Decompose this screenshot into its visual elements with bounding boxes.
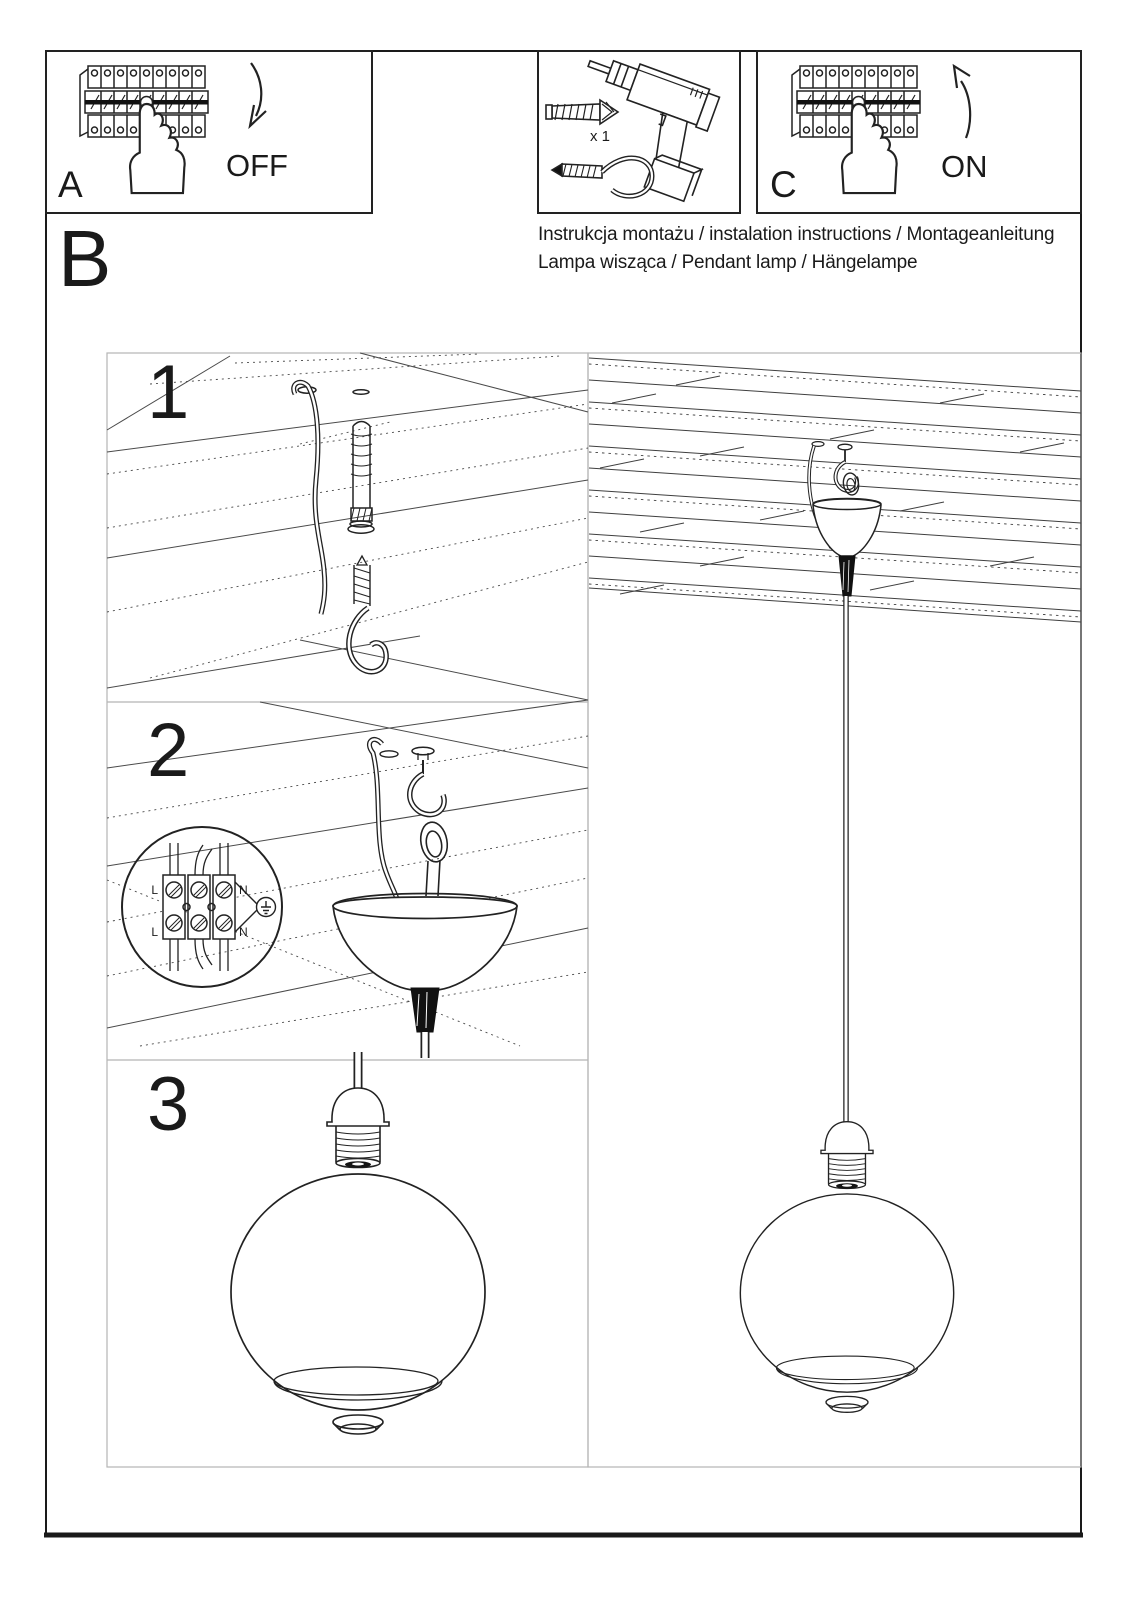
drill-icon [556,48,728,204]
hanging-loop [418,820,451,896]
terminal-label-neutral-top: N [239,883,248,897]
step3-number: 3 [147,1062,190,1147]
box-c-state: ON [941,149,988,184]
step2-panel [107,700,588,1058]
arrow-up-icon [954,66,970,138]
step3-panel [147,1052,485,1434]
pointing-hand-icon [130,104,185,193]
box-a-label: A [58,164,83,205]
hook-screw-icon [552,158,652,196]
ceiling-canopy [813,499,881,557]
tools-box [538,48,740,213]
pointing-hand-icon [842,104,897,193]
arrow-down-icon [250,63,266,126]
cord-grip [839,556,855,596]
wall-plug-icon [546,100,618,124]
section-label: B [58,214,112,303]
power-off-box [46,51,372,213]
power-cable [294,382,325,614]
box-c-label: C [770,164,797,205]
terminal-label-neutral-bottom: N [239,925,248,939]
box-a-state: OFF [226,148,288,183]
assembled-view-panel [589,358,1081,1412]
instruction-title-line1: Instrukcja montażu / instalation instructions / Montageanleitung [538,224,1055,245]
power-on-box [757,51,1081,213]
lamp-assembly [231,1088,485,1434]
terminal-label-live-bottom: L [151,925,158,939]
lamp-assembly [740,1122,953,1413]
step1-number: 1 [147,350,190,435]
wall-plug-quantity: x 1 [589,128,611,145]
terminal-label-live-top: L [151,883,158,897]
cord-grip [411,988,439,1032]
step2-number: 2 [147,708,190,793]
hook-in-ceiling [380,747,444,814]
step1-panel [107,350,588,700]
terminal-block [163,875,235,939]
instruction-title-line2: Lampa wisząca / Pendant lamp / Hängelampe [538,252,918,273]
ceiling-hatch [589,358,1081,622]
